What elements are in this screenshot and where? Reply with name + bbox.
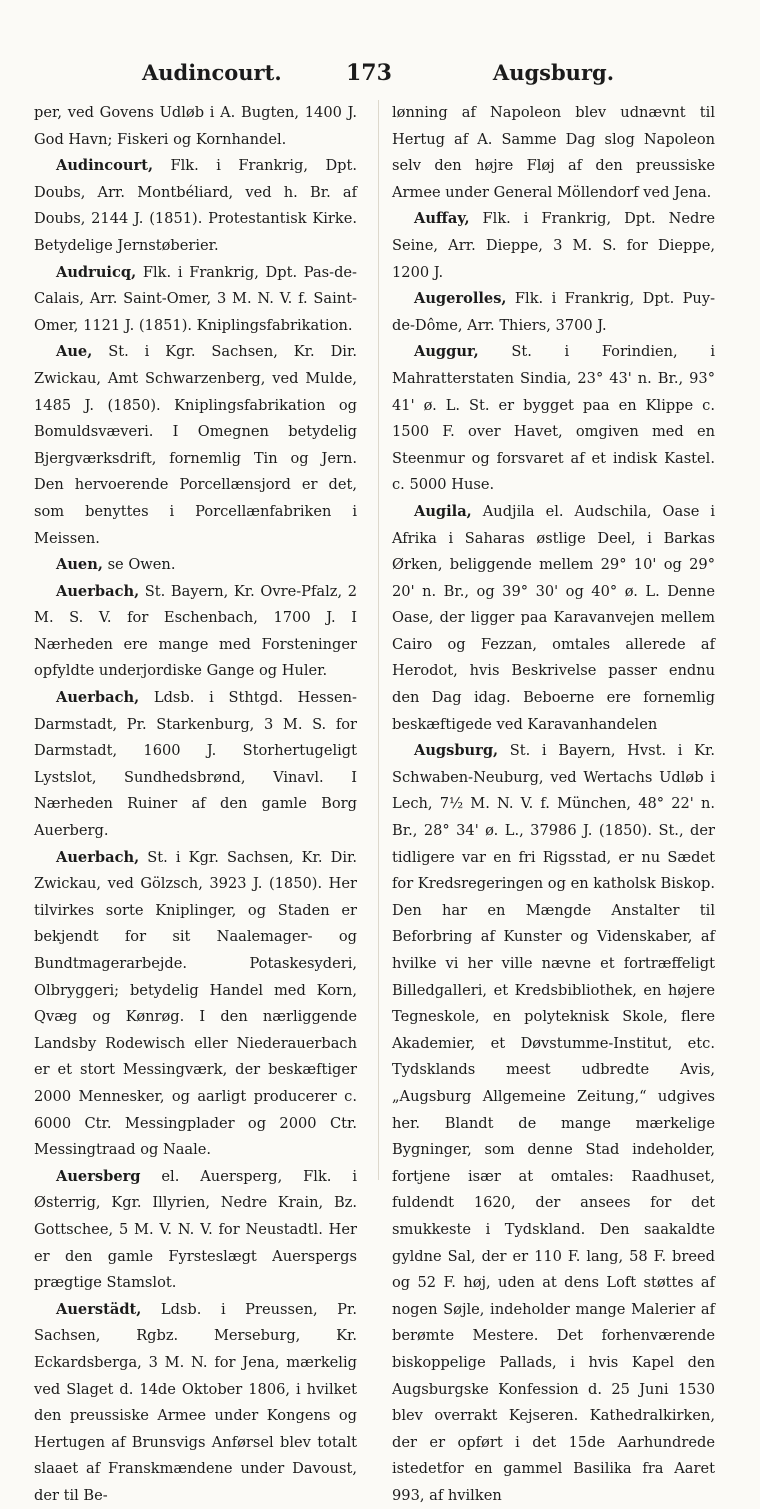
- entry: [392, 100, 715, 206]
- entry: [34, 1164, 357, 1297]
- entry: [34, 579, 357, 685]
- left-column: [34, 100, 357, 1509]
- entry: [34, 339, 357, 552]
- entry-text: Flk. i Frankrig, Dpt. Doubs, Arr. Montbéliard, ved h. Br. af Doubs, 2144 J. (1851). Protestantisk Kirke. Betydelige Jernstøberier.: [34, 157, 358, 254]
- entry-text: lønning af Napoleon blev udnævnt til Hertug af A. Samme Dag slog Napoleon selv den højre Fløj af den preussiske Armee under General Möllendorf ved Jena.: [392, 104, 715, 201]
- entry-headword: Auggur,: [414, 343, 479, 361]
- entry-headword: Augsburg,: [414, 742, 499, 760]
- entry-text: el. Auersperg, Flk. i Østerrig, Kgr. Illyrien, Nedre Krain, Bz. Gottschee, 5 M. V. N. V. for Neustadtl. Her er den gamle Fyrsteslægt Auerspergs prægtige Stamslot.: [34, 1167, 357, 1292]
- entry-text: Flk. i Frankrig, Dpt. Puy-de-Dôme, Arr. Thiers, 3700 J.: [392, 290, 716, 334]
- entry-headword: Auerstädt,: [56, 1300, 142, 1318]
- entry-headword: Audruicq,: [56, 263, 137, 281]
- entry: [34, 552, 357, 579]
- entry: [34, 260, 357, 340]
- entry-text: Flk. i Frankrig, Dpt. Nedre Seine, Arr. Dieppe, 3 M. S. for Dieppe, 1200 J.: [392, 210, 716, 281]
- entry-text: St. i Kgr. Sachsen, Kr. Dir. Zwickau, ved Gölzsch, 3923 J. (1850). Her tilvirkes sorte Kniplinger, og Staden er bekjendt for sit Naalemager- og Bundtmagerarbejde. Potaskesyderi, Olbryggeri; betydelig Handel med Korn, Qvæg og Kønrøg. I den nærliggende Landsby Rodewisch eller Niederauerbach er et stort Messingværk, der beskæftiger 2000 Mennesker, og aarligt producerer c. 6000 Ctr. Messingplader og 2000 Ctr. Messingtraad og Naale.: [34, 848, 357, 1159]
- header-last-entry: Augsburg.: [492, 60, 614, 85]
- entry: [392, 738, 715, 1509]
- entry-headword: Augila,: [414, 502, 472, 520]
- header-first-entry: Audincourt.: [142, 60, 282, 85]
- entry: [392, 339, 715, 499]
- entry-headword: Auersberg: [56, 1167, 141, 1185]
- entry-text: Ldsb. i Sthtgd. Hessen-Darmstadt, Pr. Starkenburg, 3 M. S. for Darmstadt, 1600 J. Storhertugeligt Lystslot, Sundhedsbrønd, Vinavl. I Nærheden Ruiner af den gamle Borg Auerberg.: [34, 689, 357, 840]
- entry-headword: Audincourt,: [56, 157, 154, 175]
- entry-text: per, ved Govens Udløb i A. Bugten, 1400 J. God Havn; Fiskeri og Kornhandel.: [34, 104, 357, 148]
- entry: [392, 499, 715, 738]
- entry-text: Flk. i Frankrig, Dpt. Pas-de-Calais, Arr. Saint-Omer, 3 M. N. V. f. Saint-Omer, 1121 J. (1851). Kniplingsfabrikation.: [34, 263, 357, 334]
- entry-text: St. Bayern, Kr. Ovre-Pfalz, 2 M. S. V. for Eschenbach, 1700 J. I Nærheden ere mange med Forsteninger opfyldte underjordiske Gange og Huler.: [34, 582, 358, 680]
- entry: [34, 100, 357, 153]
- entry-text: Ldsb. i Preussen, Pr. Sachsen, Rgbz. Merseburg, Kr. Eckardsberga, 3 M. N. for Jena, mærkelig ved Slaget d. 14de Oktober 1806, i hvilket den preussiske Armee under Kongens og Hertugen af Brunsvigs Anførsel blev totalt slaaet af Franskmændene under Davoust, der til Be-: [34, 1300, 358, 1504]
- entry-text: St. i Kgr. Sachsen, Kr. Dir. Zwickau, Amt Schwarzenberg, ved Mulde, 1485 J. (1850). Kniplingsfabrikation og Bomuldsvæveri. I Omegnen betydelig Bjergværksdrift, fornemlig Tin og Jern. Den hervoerende Porcellænsjord er det, som benyttes i Porcellænfabriken i Meissen.: [34, 343, 357, 547]
- entry: [34, 845, 357, 1164]
- right-column: [392, 100, 715, 1509]
- column-divider: [378, 100, 379, 1180]
- entry: [392, 206, 715, 286]
- page-number: 173: [346, 60, 392, 86]
- entry-text: St. i Bayern, Hvst. i Kr. Schwaben-Neuburg, ved Wertachs Udløb i Lech, 7½ M. N. V. f. München, 48° 22' n. Br., 28° 34' ø. L., 37986 J. (1850). St., der tidligere var en fri Rigsstad, er nu Sædet for Kredsregeringen og en katholsk Biskop. Den har en Mængde Anstalter til Beforbring af Kunster og Videnskaber, af hvilke vi her ville nævne et fortræffeligt Billedgalleri, et Kredsbibliothek, en højere Tegneskole, en polyteknisk Skole, flere Akademier, et Døvstumme-Institut, etc. Tydsklands meest udbredte Avis, „Augsburg Allgemeine Zeitung,“ udgives her. Blandt de mange mærkelige Bygninger, som denne Stad indeholder, fortjene især at omtales: Raadhuset, fuldendt 1620, der ansees for det smukkeste i Tydskland. Den saakaldte gyldne Sal, der er 110 F. lang, 58 F. breed og 52 F. høj, uden at dens Loft støttes af nogen Søjle, indeholder mange Malerier af berømte Mestere. Det forhenværende biskoppelige Pallads, i hvis Kapel den Augsburgske Konfession d. 25 Juni 1530 blev overrakt Kejseren. Kathedralkirken, der er opført i det 15de Aarhundrede istedetfor en gammel Basilika fra Aaret 993, af hvilken: [392, 742, 715, 1504]
- entry-text: St. i Forindien, i Mahratterstaten Sindia, 23° 43' n. Br., 93° 41' ø. L. St. er bygget paa en Klippe c. 1500 F. over Havet, omgiven med en Steenmur og forsvaret af et indisk Kastel. c. 5000 Huse.: [392, 343, 716, 494]
- entry-headword: Auffay,: [414, 210, 470, 228]
- running-header: [34, 60, 726, 96]
- entry: [34, 153, 357, 259]
- entry-headword: Auerbach,: [56, 848, 140, 866]
- entry-text: Audjila el. Audschila, Oase i Afrika i Saharas østlige Deel, i Barkas Ørken, beliggende mellem 29° 10' og 29° 20' n. Br., og 39° 30' og 40° ø. L. Denne Oase, der ligger paa Karavanvejen mellem Cairo og Fezzan, omtales allerede af Herodot, hvis Beskrivelse passer endnu den Dag idag. Beboerne ere fornemlig beskæftigede ved Karavanhandelen: [392, 502, 715, 733]
- entry-headword: Auen,: [56, 556, 103, 574]
- entry: [34, 1297, 357, 1509]
- entry-headword: Augerolles,: [414, 290, 507, 308]
- entry-text: se Owen.: [107, 556, 176, 574]
- entry-headword: Aue,: [56, 343, 93, 361]
- entry-headword: Auerbach,: [56, 582, 140, 600]
- entry: [392, 286, 715, 339]
- entry: [34, 685, 357, 845]
- entry-headword: Auerbach,: [56, 689, 140, 707]
